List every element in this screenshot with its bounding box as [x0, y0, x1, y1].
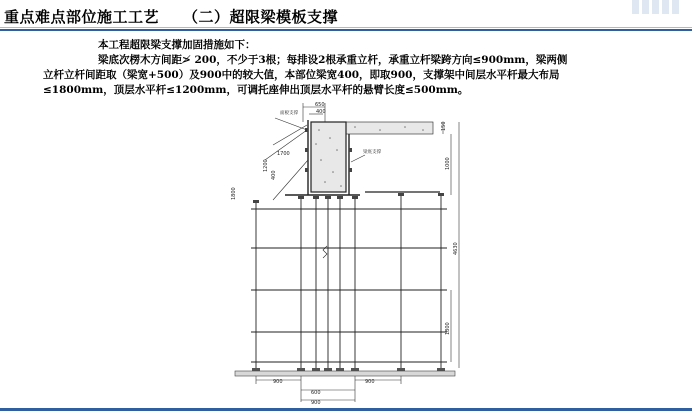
measures-line-1: 梁底次楞木方间距≯ 200，不少于3根；每排设2根承重立杆，承重立杆梁跨方向≤900mm，梁两侧	[98, 54, 568, 66]
dim-bottom-center: 600	[311, 390, 321, 396]
measures-line-3: ≤1800mm，顶层水平杆≤1200mm，可调托座伸出顶层水平杆的悬臂长度≤500mm。	[43, 84, 469, 96]
dim-right-beam: 1000	[445, 157, 451, 170]
dim-left-b: 1800	[231, 187, 237, 200]
page-title	[4, 6, 338, 27]
concrete-beam	[311, 122, 346, 192]
measures-heading: 本工程超限梁支撑加固措施如下：	[98, 39, 256, 51]
label-panel-support: 面板支撑	[280, 111, 298, 116]
dim-right-slab: 150	[441, 121, 447, 131]
base-plates	[252, 368, 445, 371]
header-decoration	[632, 0, 684, 14]
dim-left-top: 1700	[277, 151, 290, 157]
header-accent-line	[0, 29, 692, 31]
dim-top-outer: 650	[315, 102, 325, 108]
dim-bottom-right: 900	[365, 379, 375, 385]
vertical-standards	[256, 196, 441, 368]
measures-line-2: 立杆立杆间距取（梁宽+500）及900中的较大值，本部位梁宽400，即取900，支撑架中间层水平杆最大布局	[43, 69, 560, 81]
page-title-main: 重点难点部位施工工艺	[4, 8, 160, 26]
dim-left-a: 400	[271, 170, 277, 180]
dim-right-bottom: 1800	[445, 322, 451, 335]
page-subtitle: （二）超限梁模板支撑	[183, 8, 339, 26]
dim-right-total: 4630	[453, 242, 459, 255]
label-beam-support: 梁底支撑	[363, 150, 381, 155]
dim-left-mid: 1200	[263, 159, 269, 172]
ground-base	[235, 371, 455, 376]
formwork-support-drawing	[215, 100, 467, 408]
horizontal-ledgers	[251, 209, 447, 362]
dim-bottom-left: 900	[273, 379, 283, 385]
dim-bottom-total: 900	[311, 400, 321, 406]
header-divider	[0, 27, 692, 28]
dim-top-inner: 400	[316, 109, 326, 115]
